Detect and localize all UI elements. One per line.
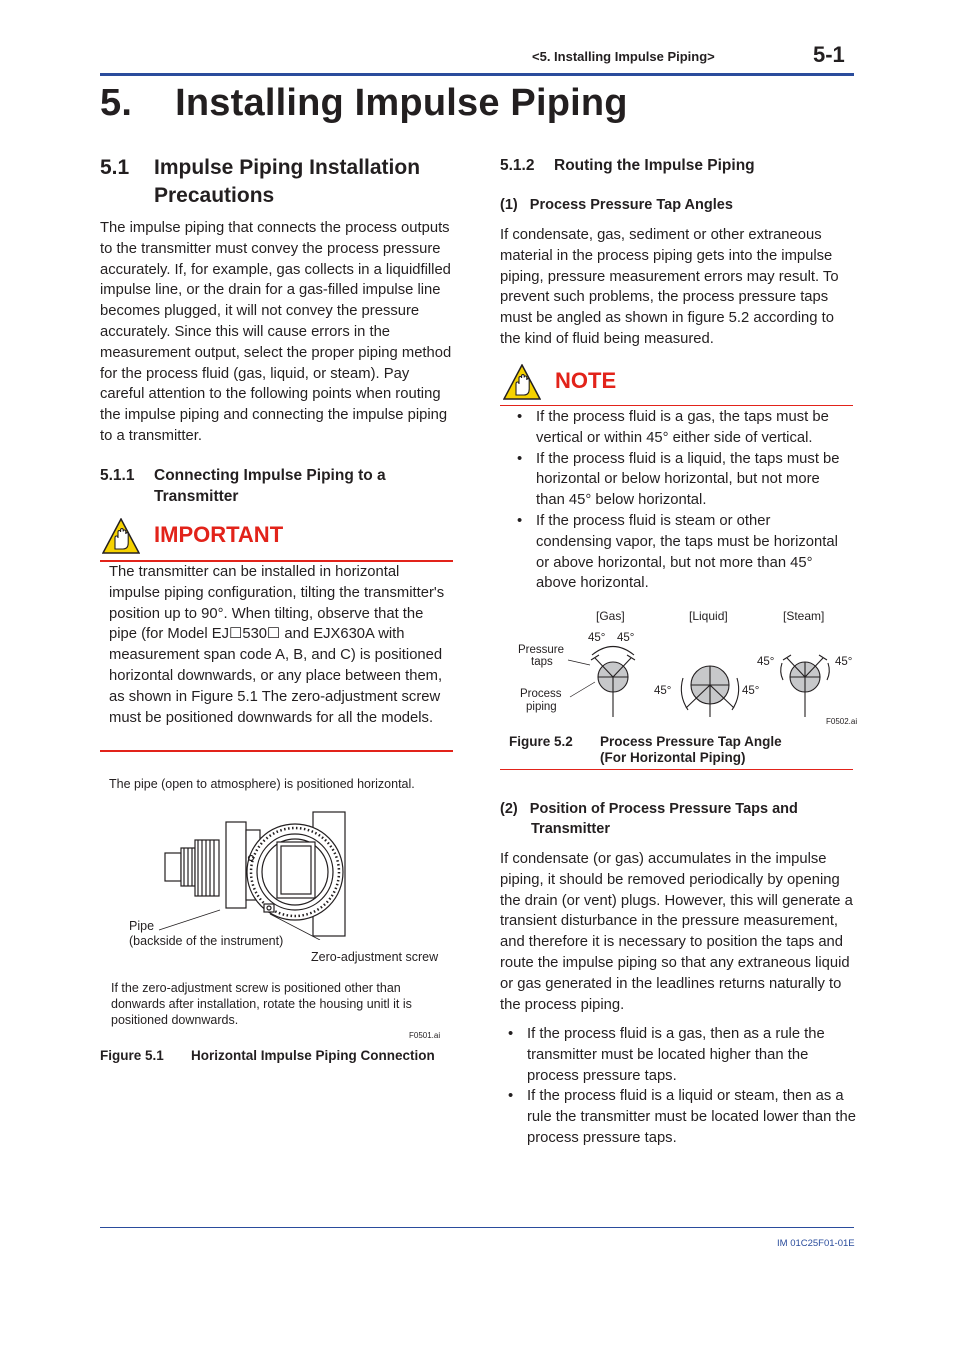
section-title — [154, 154, 454, 210]
process-piping-label: piping — [526, 701, 557, 713]
subsection-title: Routing the Impulse Piping — [554, 157, 755, 174]
subsection-title: Connecting Impulse Piping to a Transmitter — [154, 467, 386, 505]
figure-note-bottom: If the zero-adjustment screw is positioned other than donwards after installation, rotate the housing unitl it is positioned downwards. — [111, 981, 412, 1027]
list-item: • If the process fluid is a liquid, the taps must be horizontal or below horizontal, but not more than 45° below horizontal. — [500, 449, 845, 511]
subheading: (1) Process Pressure Tap Angles — [500, 197, 733, 213]
section-title-line: Impulse Piping Installation — [154, 156, 421, 179]
angle-label: 45° — [617, 632, 635, 644]
figure-note-top: The pipe (open to atmosphere) is positioned horizontal. — [109, 777, 415, 791]
note-top-rule — [500, 405, 853, 406]
list-item: • If the process fluid is steam or other condensing vapor, the taps must be horizontal or above horizontal, but not more than 45° above horizontal. — [500, 511, 845, 594]
figure-caption-text: Horizontal Impulse Piping Connection — [191, 1048, 435, 1063]
figure-caption-text — [600, 734, 782, 766]
warning-hand-icon — [503, 364, 541, 400]
liquid-label: [Liquid] — [689, 609, 728, 623]
figure-caption-number: Figure 5.1 — [100, 1048, 164, 1063]
warning-hand-icon — [102, 518, 140, 554]
important-bottom-rule — [100, 750, 453, 752]
pipe-label-line: (backside of the instrument) — [129, 934, 284, 948]
important-body: The transmitter can be installed in horizontal impulse piping configuration, tilting the transmitter's position up to 90°. When tilting, observe that the pipe (for Model EJ☐530☐ and EJX630A with measurement span code A, B, and C) is positioned horizontal downwards, or any place between them, as shown in Figure 5.1 The zero-adjustment screw must be positioned downwards for all the models. — [109, 564, 445, 726]
section-title-line: Precautions — [154, 184, 275, 207]
running-header: <5. Installing Impulse Piping> — [532, 49, 715, 64]
subsection-number: 5.1.1 — [100, 467, 135, 484]
angle-label: 45° — [742, 685, 760, 697]
chapter-title: 5. Installing Impulse Piping — [100, 82, 628, 124]
figure-caption-number: Figure 5.2 — [509, 734, 573, 749]
figure-file-id: F0502.ai — [826, 717, 858, 726]
list-item: • If the process fluid is a gas, the taps must be vertical or within 45° either side of vertical. — [500, 407, 845, 449]
subheading-body: If condensate (or gas) accumulates in the impulse piping, it should be removed periodically by opening the drain (or vent) plugs. However, this will generate a transient disturbance in the pressure measurement, and therefore it is necessary to position the taps and route the impulse piping so that any extraneous liquid or gas generated in the leadlines returns naturally to the process piping. — [500, 851, 853, 1013]
section-number: 5.1 — [100, 156, 130, 179]
process-piping-label: Process — [520, 688, 562, 700]
document-id: IM 01C25F01-01E — [777, 1238, 855, 1249]
steam-label: [Steam] — [783, 609, 825, 623]
section-body: The impulse piping that connects the process outputs to the transmitter must convey the process pressure accurately. If, for example, gas collects in a liquidfilled impulse line, or the drain for a gas-filled impulse line becomes plugged, it will not convey the pressure accurately. Since this will cause errors in the measurement output, select the proper piping method for the process fluid (gas, liquid, or steam). Pay careful attention to the following points when routing the impulse piping and connecting the impulse piping to a transmitter. — [100, 220, 452, 444]
subheading — [500, 799, 860, 839]
screw-label: Zero-adjustment screw — [311, 950, 439, 964]
pipe-label-line: Pipe — [129, 919, 155, 933]
subsection-number: 5.1.2 — [500, 157, 535, 174]
list-item: • If the process fluid is a gas, then as a rule the transmitter must be located higher than the process pressure taps. — [500, 1024, 856, 1086]
position-list — [500, 1024, 856, 1149]
gas-label: [Gas] — [596, 609, 625, 623]
subheading-body: If condensate, gas, sediment or other extraneous material in the process piping gets into the impulse piping, pressure measurement errors may result. To prevent such problems, the process pressure taps must be angled as shown in figure 5.2 according to the kind of fluid being measured. — [500, 227, 839, 347]
angle-label: 45° — [835, 656, 853, 668]
tap-angle-diagram — [500, 600, 860, 735]
figure-caption-line: (For Horizontal Piping) — [600, 750, 746, 765]
pipe-label — [129, 919, 283, 949]
important-title: IMPORTANT — [154, 522, 284, 547]
angle-label: 45° — [588, 632, 606, 644]
list-item: • If the process fluid is a liquid or steam, then as a rule the transmitter must be located lower than the process pressure taps. — [500, 1086, 856, 1148]
header-rule — [100, 73, 854, 76]
angle-label: 45° — [654, 685, 672, 697]
subheading-line: (2) Position of Process Pressure Taps and — [500, 801, 798, 817]
figure-bottom-rule — [500, 769, 853, 770]
note-list — [500, 407, 845, 594]
pressure-taps-label: taps — [531, 656, 553, 668]
footer-rule — [100, 1227, 854, 1228]
note-title: NOTE — [555, 368, 617, 393]
angle-label: 45° — [757, 656, 775, 668]
subheading-line: Transmitter — [531, 821, 610, 837]
page-number: 5-1 — [813, 42, 845, 67]
figure-file-id: F0501.ai — [409, 1031, 441, 1040]
pressure-taps-label: Pressure — [518, 644, 565, 656]
figure-caption-line: Process Pressure Tap Angle — [600, 734, 782, 749]
